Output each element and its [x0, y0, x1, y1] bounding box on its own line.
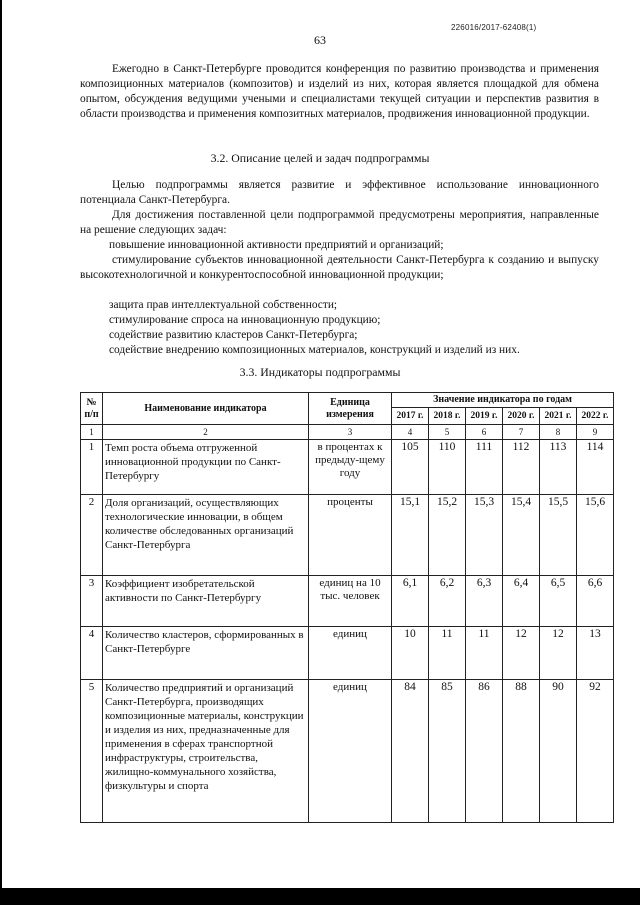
indicator-unit: единиц на 10 тыс. человек [309, 576, 392, 627]
indicator-value: 111 [466, 440, 503, 495]
indicator-value: 15,5 [540, 495, 577, 576]
column-number: 5 [429, 425, 466, 440]
indicator-value: 114 [577, 440, 614, 495]
indicator-value: 105 [392, 440, 429, 495]
table-row [81, 495, 614, 576]
scan-left-edge [0, 0, 2, 905]
column-number: 3 [309, 425, 392, 440]
indicator-value: 90 [540, 680, 577, 823]
column-number: 1 [81, 425, 103, 440]
header-unit: Единица измерения [309, 393, 392, 425]
indicator-value: 15,2 [429, 495, 466, 576]
column-number: 9 [577, 425, 614, 440]
header-year: 2020 г. [503, 408, 540, 425]
section-heading-3-3: 3.3. Индикаторы подпрограммы [239, 365, 401, 379]
indicator-value: 6,5 [540, 576, 577, 627]
indicator-value: 12 [503, 627, 540, 680]
indicator-value: 6,4 [503, 576, 540, 627]
intro-paragraph: Ежегодно в Санкт-Петербурге проводится конференция по развитию производства и применения композиционных материалов (композитов) и изделий из них, которая является площадкой для обмена опытом, обсуждения ведущими учеными и специалистами текущей ситуации и перспектив развития в области производства и применения композитных материалов, продвижения инновационной продукции. [80, 63, 599, 120]
row-number: 1 [81, 440, 103, 495]
document-id: 226016/2017-62408(1) [451, 23, 537, 32]
indicator-value: 6,3 [466, 576, 503, 627]
section-heading-3-2: 3.2. Описание целей и задач подпрограммы [210, 151, 430, 165]
header-year: 2019 г. [466, 408, 503, 425]
header-year: 2022 г. [577, 408, 614, 425]
task-item: стимулирование спроса на инновационную продукцию; [109, 314, 381, 326]
indicator-value: 84 [392, 680, 429, 823]
indicator-value: 88 [503, 680, 540, 823]
indicator-value: 15,3 [466, 495, 503, 576]
indicator-value: 113 [540, 440, 577, 495]
header-year: 2021 г. [540, 408, 577, 425]
indicator-value: 6,2 [429, 576, 466, 627]
indicator-name: Доля организаций, осуществляющих технологические инновации, в общем количестве обследованных организаций Санкт-Петербурга [103, 495, 309, 576]
column-number: 2 [103, 425, 309, 440]
indicator-name: Количество кластеров, сформированных в Санкт-Петербурге [103, 627, 309, 680]
table-row [81, 680, 614, 823]
table-row [81, 627, 614, 680]
task-item: содействие внедрению композиционных материалов, конструкций и изделий из них. [109, 344, 520, 356]
goal-paragraph: Целью подпрограммы является развитие и эффективное использование инновационного потенциала Санкт-Петербурга. [80, 179, 599, 206]
indicator-value: 11 [466, 627, 503, 680]
indicator-value: 12 [540, 627, 577, 680]
indicator-value: 13 [577, 627, 614, 680]
indicators-table [80, 392, 614, 823]
indicator-name: Количество предприятий и организаций Санкт-Петербурга, производящих композиционные материалы, конструкции и изделия из них, предназначенные для применения в сферах транспортной инфраструктуры, строительства, жилищно-коммунального хозяйства, физкультуры и спорта [103, 680, 309, 823]
indicator-value: 110 [429, 440, 466, 495]
indicator-value: 10 [392, 627, 429, 680]
row-number: 3 [81, 576, 103, 627]
row-number: 5 [81, 680, 103, 823]
task-item: стимулирование субъектов инновационной деятельности Санкт-Петербурга к созданию и выпуску высокотехнологичной и конкурентоспособной инновационной продукции; [80, 254, 599, 281]
indicator-value: 15,6 [577, 495, 614, 576]
row-number: 4 [81, 627, 103, 680]
column-number: 8 [540, 425, 577, 440]
indicator-value: 112 [503, 440, 540, 495]
task-item: содействие развитию кластеров Санкт-Петербурга; [109, 329, 358, 341]
indicator-unit: единиц [309, 680, 392, 823]
indicator-unit: в процентах к предыду-щему году [309, 440, 392, 495]
indicator-value: 6,1 [392, 576, 429, 627]
column-number: 4 [392, 425, 429, 440]
indicator-value: 6,6 [577, 576, 614, 627]
header-year: 2018 г. [429, 408, 466, 425]
indicator-name: Темп роста объема отгруженной инновационной продукции по Санкт-Петербургу [103, 440, 309, 495]
task-item: защита прав интеллектуальной собственности; [109, 299, 338, 311]
table-row [81, 576, 614, 627]
header-indicator-name: Наименование индикатора [103, 393, 309, 425]
indicator-value: 11 [429, 627, 466, 680]
indicator-value: 85 [429, 680, 466, 823]
table-row [81, 440, 614, 495]
task-item: повышение инновационной активности предприятий и организаций; [109, 239, 444, 251]
indicator-value: 92 [577, 680, 614, 823]
scan-bottom-border [0, 888, 640, 905]
column-number: 6 [466, 425, 503, 440]
header-year: 2017 г. [392, 408, 429, 425]
header-num: № п/п [81, 393, 103, 425]
column-number: 7 [503, 425, 540, 440]
page-number: 63 [314, 33, 326, 47]
tasks-intro-paragraph: Для достижения поставленной цели подпрограммой предусмотрены мероприятия, направленные на решение следующих задач: [80, 209, 599, 236]
indicator-unit: единиц [309, 627, 392, 680]
header-values-by-year: Значение индикатора по годам [392, 393, 614, 408]
indicator-value: 15,4 [503, 495, 540, 576]
indicator-value: 86 [466, 680, 503, 823]
indicator-value: 15,1 [392, 495, 429, 576]
row-number: 2 [81, 495, 103, 576]
indicator-unit: проценты [309, 495, 392, 576]
indicator-name: Коэффициент изобретательской активности по Санкт-Петербургу [103, 576, 309, 627]
